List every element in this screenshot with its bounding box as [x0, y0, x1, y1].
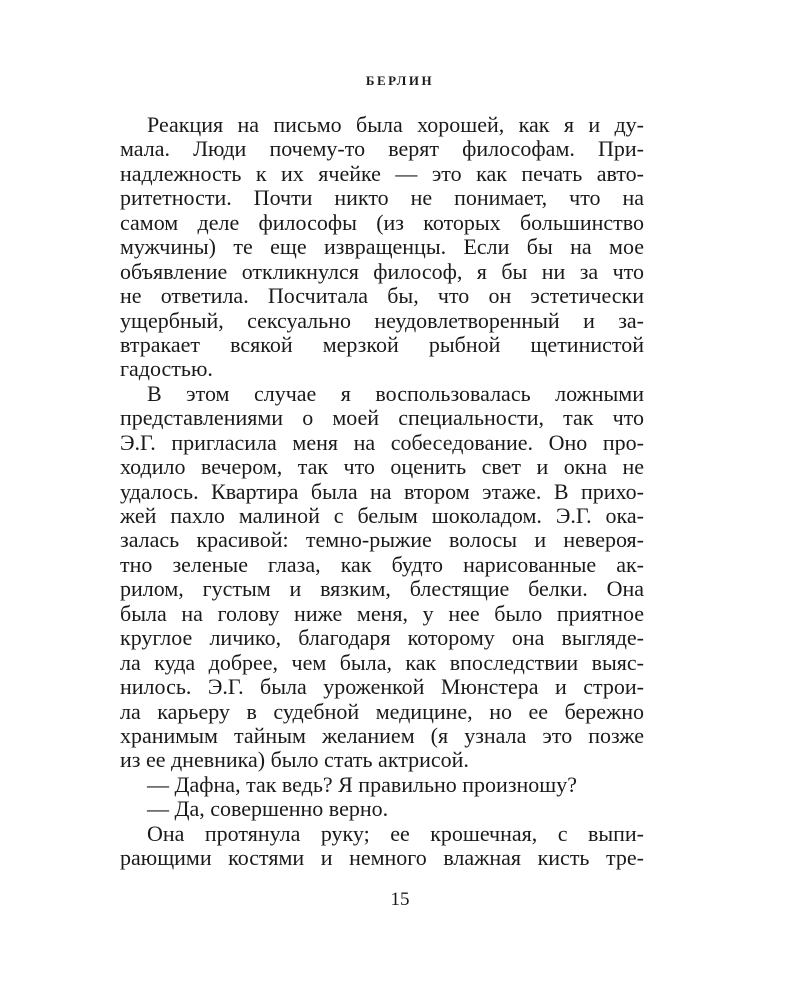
text-line: рилом, густым и вязким, блестящие белки. Она: [120, 577, 644, 602]
text-line: представлениями о моей специальности, так что: [120, 406, 644, 431]
text-line: Э.Г. пригласила меня на собеседование. Оно про-: [120, 430, 644, 455]
text-line: была на голову ниже меня, у нее было приятное: [120, 601, 644, 626]
text-line: надлежность к их ячейке — это как печать авто-: [120, 161, 644, 186]
text-line: Она протянула руку; ее крошечная, с выпи-: [147, 821, 644, 846]
text-line: жей пахло малиной с белым шоколадом. Э.Г. ока-: [120, 504, 644, 528]
text-line: ходило вечером, так что оценить свет и окна не: [120, 455, 644, 480]
text-line: мала. Люди почему-то верят философам. При-: [120, 137, 644, 162]
text-line: из ее дневника) было стать актрисой.: [120, 748, 469, 773]
page-number: 15: [390, 889, 410, 910]
text-line: ущербный, сексуально неудовлетворенный и за-: [120, 308, 644, 333]
text-line: — Дафна, так ведь? Я правильно произношу?: [147, 772, 577, 797]
text-line: гадостью.: [120, 357, 213, 382]
running-head: БЕРЛИН: [365, 73, 435, 88]
text-line: удалось. Квартира была на втором этаже. В прихо-: [120, 479, 644, 504]
text-line: В этом случае я воспользовалась ложными: [147, 381, 644, 406]
text-line: мужчины) те еще извращенцы. Если бы на мое: [120, 235, 644, 260]
text-line: хранимым тайным желанием (я узнала это позже: [120, 723, 644, 748]
text-line: нилось. Э.Г. была уроженкой Мюнстера и строи-: [120, 675, 644, 700]
body-text: [120, 113, 644, 871]
text-line: втракает всякой мерзкой рыбной щетинистой: [120, 332, 644, 357]
text-line: не ответила. Посчитала бы, что он эстетически: [120, 284, 644, 309]
text-line: Реакция на письмо была хорошей, как я и ду-: [147, 113, 644, 137]
text-line: рающими костями и немного влажная кисть тре-: [120, 846, 644, 871]
text-line: ла карьеру в судебной медицине, но ее бережно: [120, 699, 644, 724]
text-line: — Да, совершенно верно.: [147, 797, 389, 822]
text-line: круглое личико, благодаря которому она выгляде-: [120, 626, 644, 651]
text-line: тно зеленые глаза, как будто нарисованные ак-: [120, 552, 644, 577]
text-line: ритетности. Почти никто не понимает, что на: [120, 186, 644, 211]
text-line: самом деле философы (из которых большинство: [120, 210, 644, 235]
text-line: объявление откликнулся философ, я бы ни за что: [120, 259, 644, 284]
text-line: ла куда добрее, чем была, как впоследствии выяс-: [120, 650, 644, 675]
text-line: залась красивой: темно-рыжие волосы и невероя-: [120, 528, 644, 553]
